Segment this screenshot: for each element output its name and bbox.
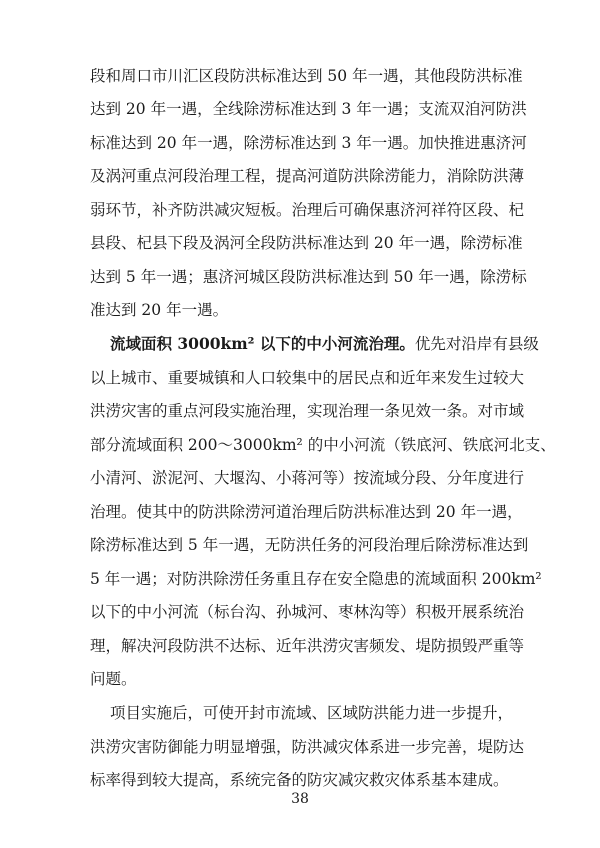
text-line: 问题。 [90, 670, 137, 688]
text-line: 洪涝灾害防御能力明显增强，防洪减灾体系进一步完善，堤防达 [90, 738, 525, 756]
text-line: 段和周口市川汇区段防洪标准达到 50 年一遇，其他段防洪标准 [90, 67, 523, 85]
text-line: 达到 5 年一遇；惠济河城区段防洪标准达到 50 年一遇，除涝标 [90, 268, 527, 286]
section-heading: 流域面积 3000km² 以下的中小河流治理。 [110, 334, 415, 353]
text-line: 及涡河重点河段治理工程，提高河道防洪除涝能力，消除防洪薄 [90, 167, 525, 185]
text-line: 治理。使其中的防洪除涝河道治理后防洪标准达到 20 年一遇， [90, 503, 523, 521]
text-line: 以上城市、重要城镇和人口较集中的居民点和近年来发生过较大 [90, 369, 525, 387]
text-line: 以下的中小河流（标台沟、孙城河、枣林沟等）积极开展系统治 [90, 603, 525, 621]
text-line: 达到 20 年一遇，全线除涝标准达到 3 年一遇；支流双洎河防洪 [90, 100, 527, 118]
text-line: 标率得到较大提高，系统完备的防灾减灾救灾体系基本建成。 [90, 771, 509, 789]
text-line: 部分流域面积 200～3000km² 的中小河流（铁底河、铁底河北支、 [90, 436, 556, 454]
text-line: 5 年一遇；对防洪除涝任务重且存在安全隐患的流域面积 200km² [90, 570, 542, 588]
text-line: 除涝标准达到 5 年一遇，无防洪任务的河段治理后除涝标准达到 [90, 536, 529, 554]
text-fragment: 优先对沿岸有县级 [414, 335, 539, 353]
text-line: 准达到 20 年一遇。 [90, 301, 229, 319]
text-line: 县段、杞县下段及涡河全段防洪标准达到 20 年一遇，除涝标准 [90, 234, 523, 252]
text-line: 项目实施后，可使开封市流域、区域防洪能力进一步提升， [110, 704, 514, 722]
text-line: 标准达到 20 年一遇，除涝标准达到 3 年一遇。加快推进惠济河 [90, 134, 527, 152]
section-heading-line [110, 334, 539, 354]
text-line: 洪涝灾害的重点河段实施治理，实现治理一条见效一条。对市域 [90, 402, 525, 420]
text-line: 弱环节，补齐防洪减灾短板。治理后可确保惠济河祥符区段、杞 [90, 201, 525, 219]
text-line: 小清河、淤泥河、大堰沟、小蒋河等）按流域分段、分年度进行 [90, 469, 525, 487]
text-line: 理，解决河段防洪不达标、近年洪涝灾害频发、堤防损毁严重等 [90, 637, 525, 655]
page-number: 38 [291, 791, 309, 807]
